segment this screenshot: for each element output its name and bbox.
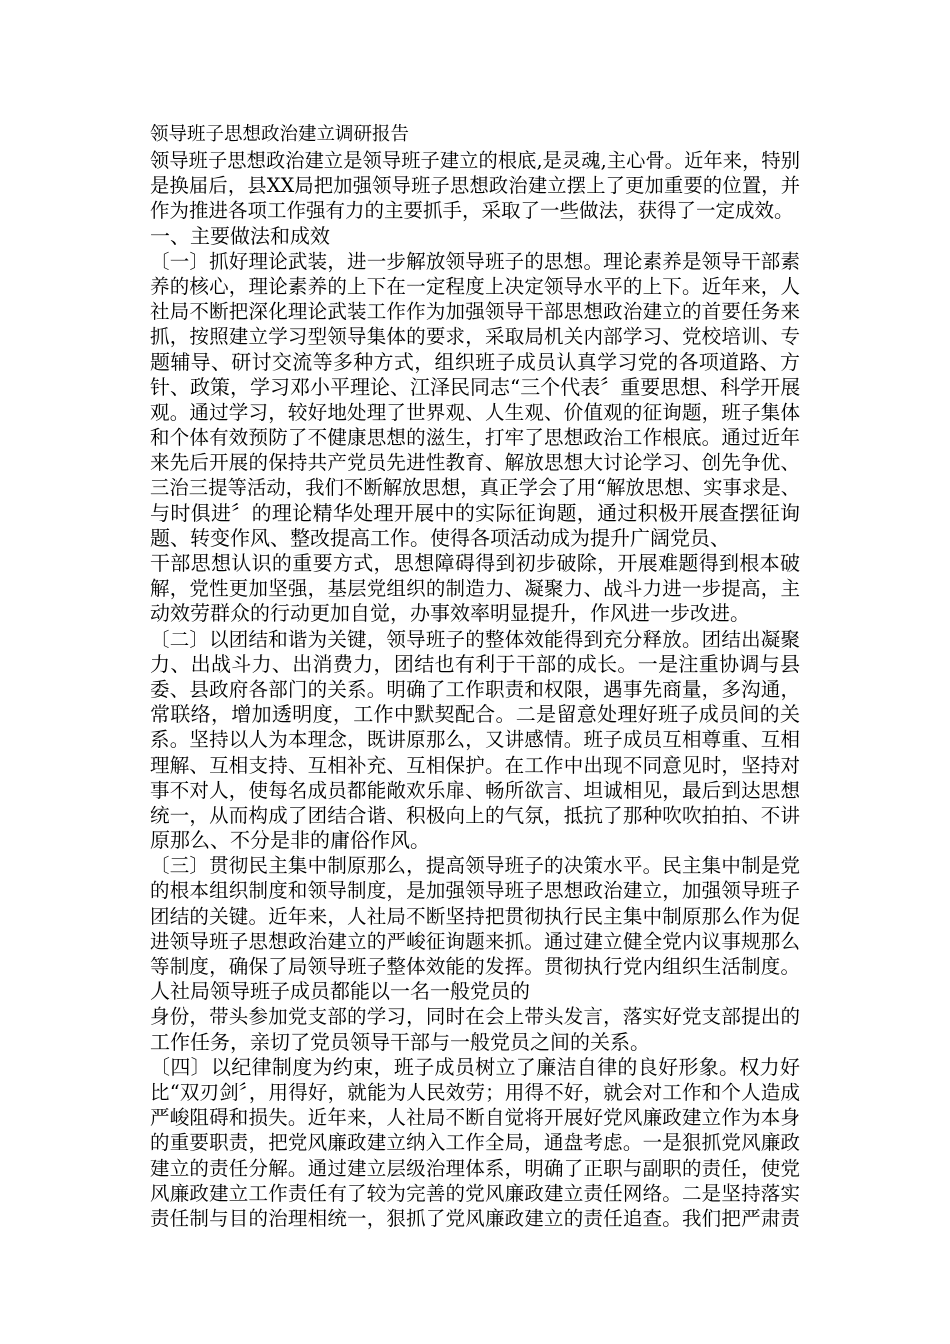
text-line: 三治三提等活动，我们不断解放思想，真正学会了用“解放思想、实事求是、 xyxy=(150,476,800,500)
text-line: 人社局领导班子成员都能以一名一般党员的 xyxy=(150,979,530,1004)
text-line: 系。坚持以人为本理念，既讲原那么，又讲感情。班子成员互相尊重、互相 xyxy=(150,728,800,752)
text-line: 等制度，确保了局领导班子整体效能的发挥。贯彻执行党内组织生活制度。 xyxy=(150,955,800,978)
text-line: 题、转变作风、整改提高工作。使得各项活动成为提升广阔党员、 xyxy=(150,525,730,550)
document-title: 领导班子思想政治建立调研报告 xyxy=(150,124,410,145)
text-line: 风廉政建立工作责任有了较为完善的党风廉政建立责任网络。二是坚持落实 xyxy=(150,1181,800,1205)
text-line: 理解、互相支持、互相补充、互相保护。在工作中出现不同意见时，坚持对 xyxy=(150,753,800,777)
text-line: 建立的责任分解。通过建立层级治理体系，明确了正职与副职的责任，使党 xyxy=(150,1156,800,1180)
text-line: 委、县政府各部门的关系。明确了工作职责和权限，遇事先商量，多沟通， xyxy=(150,677,800,701)
text-line: 〔一〕抓好理论武装，进一步解放领导班子的思想。理论素养是领导干部素 xyxy=(150,249,800,273)
text-line: 〔三〕贯彻民主集中制原那么，提高领导班子的决策水平。民主集中制是党 xyxy=(150,854,800,878)
text-line: 一、主要做法和成效 xyxy=(150,223,330,248)
text-line: 责任制与目的治理相统一，狠抓了党风廉政建立的责任追查。我们把严肃责 xyxy=(150,1206,800,1230)
text-line: 进领导班子思想政治建立的严峻征询题来抓。通过建立健全党内议事规那么 xyxy=(150,929,800,953)
text-line: 是换届后，县XX局把加强领导班子思想政治建立摆上了更加重要的位置，并 xyxy=(150,174,800,198)
text-line: 社局不断把深化理论武装工作作为加强领导干部思想政治建立的首要任务来 xyxy=(150,300,800,324)
text-line: 干部思想认识的重要方式，思想障碍得到初步破除，开展难题得到根本破 xyxy=(150,551,800,575)
text-line: 严峻阻碍和损失。近年来，人社局不断自觉将开展好党风廉政建立作为本身 xyxy=(150,1106,800,1130)
document-body xyxy=(150,148,800,1231)
text-line: 的重要职责，把党风廉政建立纳入工作全局，通盘考虑。一是狠抓党风廉政 xyxy=(150,1131,800,1155)
text-line: 观。通过学习，较好地处理了世界观、人生观、价值观的征询题，班子集体 xyxy=(150,400,800,424)
text-line: 事不对人，使每名成员都能敞欢乐扉、畅所欲言、坦诚相见，最后到达思想 xyxy=(150,778,800,802)
text-line: 原那么、不分是非的庸俗作风。 xyxy=(150,828,430,853)
text-line: 题辅导、研讨交流等多种方式，组织班子成员认真学习党的各项道路、方 xyxy=(150,349,800,374)
text-line: 团结的关键。近年来，人社局不断坚持把贯彻执行民主集中制原那么作为促 xyxy=(150,904,800,928)
text-line: 作为推进各项工作强有力的主要抓手，采取了一些做法，获得了一定成效。 xyxy=(150,199,794,223)
document-page xyxy=(150,122,800,1231)
text-line: 比“双刃剑〞，用得好，就能为人民效劳；用得不好，就会对工作和个人造成 xyxy=(150,1080,800,1104)
text-line: 工作任务，亲切了党员领导干部与一般党员之间的关系。 xyxy=(150,1029,650,1054)
text-line: 领导班子思想政治建立是领导班子建立的根底,是灵魂,主心骨。近年来，特别 xyxy=(150,149,800,172)
text-line: 动效劳群众的行动更加自觉，办事效率明显提升，作风进一步改进。 xyxy=(150,601,750,626)
text-line: 〔二〕以团结和谐为关键，领导班子的整体效能得到充分释放。团结出凝聚 xyxy=(150,627,800,651)
text-line: 统一，从而构成了团结合谐、积极向上的气氛，抵抗了那种吹吹拍拍、不讲 xyxy=(150,803,800,827)
text-line: 抓，按照建立学习型领导集体的要求，采取局机关内部学习、党校培训、专 xyxy=(150,325,800,349)
text-line: 〔四〕以纪律制度为约束，班子成员树立了廉洁自律的良好形象。权力好 xyxy=(150,1054,800,1079)
text-line: 养的核心，理论素养的上下在一定程度上决定领导水平的上下。近年来，人 xyxy=(150,274,800,298)
text-line: 针、政策，学习邓小平理论、江泽民同志“三个代表〞重要思想、科学开展 xyxy=(150,374,801,399)
text-line: 与时俱进〞的理论精华处理开展中的实际征询题，通过积极开展查摆征询 xyxy=(150,500,800,525)
text-line: 身份，带头参加党支部的学习，同时在会上带头发言，落实好党支部提出的 xyxy=(150,1005,800,1029)
text-line: 来先后开展的保持共产党员先进性教育、解放思想大讨论学习、创先争优、 xyxy=(150,451,800,475)
text-line: 解，党性更加坚强，基层党组织的制造力、凝聚力、战斗力进一步提高，主 xyxy=(150,577,800,601)
text-line: 的根本组织制度和领导制度，是加强领导班子思想政治建立，加强领导班子 xyxy=(150,879,800,903)
text-line: 常联络，增加透明度，工作中默契配合。二是留意处理好班子成员间的关 xyxy=(150,702,800,727)
text-line: 力、出战斗力、出消费力，团结也有利于干部的成长。一是注重协调与县 xyxy=(150,651,800,676)
text-line: 和个体有效预防了不健康思想的滋生，打牢了思想政治工作根底。通过近年 xyxy=(150,426,800,450)
